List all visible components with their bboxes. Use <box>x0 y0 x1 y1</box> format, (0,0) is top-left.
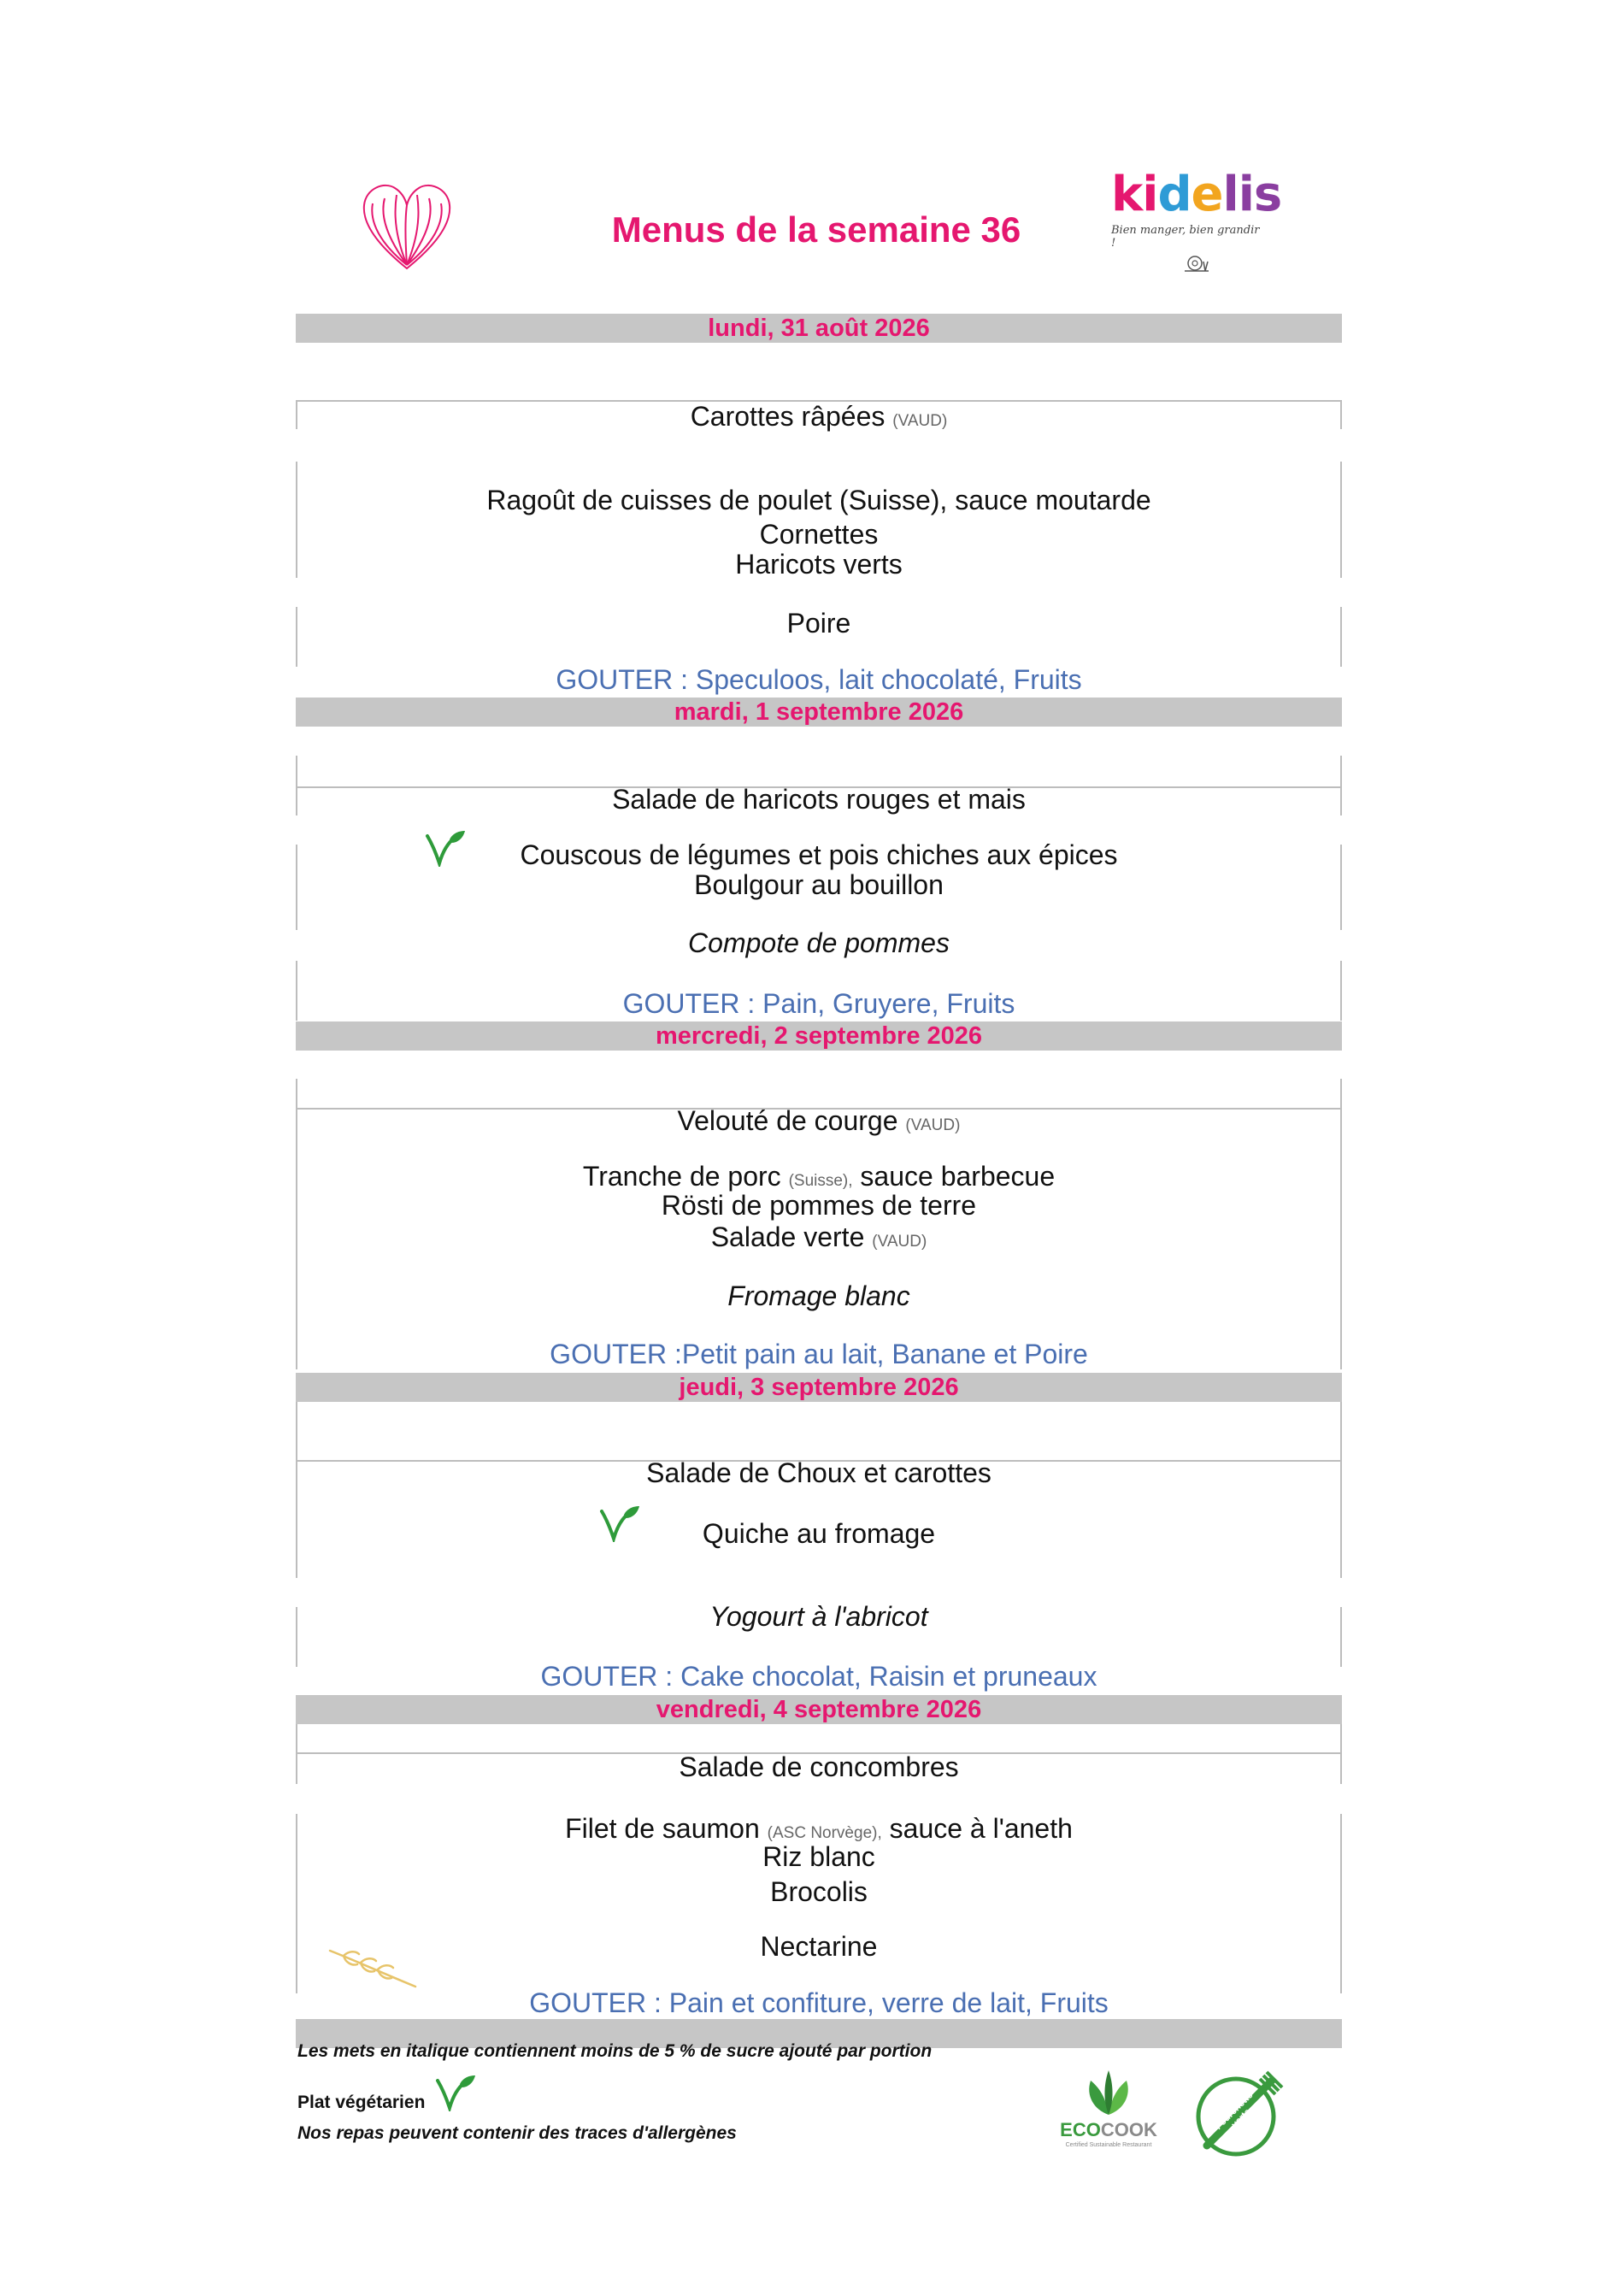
kidelis-tagline: Bien manger, bien grandir ! <box>1111 224 1260 250</box>
gouter-line: GOUTER :Petit pain au lait, Banane et Poire <box>550 1339 1088 1369</box>
side-dish: Haricots verts <box>735 549 903 580</box>
dessert: Nectarine <box>760 1931 878 1962</box>
ecocook-eco: ECO <box>1060 2119 1101 2140</box>
frame-line <box>1340 1402 1342 1578</box>
gouter-line: GOUTER : Pain et confiture, verre de lait, Fruits <box>529 1987 1109 2018</box>
kidelis-logo <box>1111 167 1282 274</box>
starter: Velouté de courge (VAUD) <box>677 1105 961 1136</box>
ecocook-logo <box>1053 2069 1164 2163</box>
side-dish: Brocolis <box>770 1876 868 1907</box>
ecocook-sub: Certified Sustainable Restaurant <box>1065 2142 1152 2148</box>
kidelis-letter-e: e <box>1191 167 1223 222</box>
gouter-line: GOUTER : Pain, Gruyere, Fruits <box>622 988 1015 1019</box>
day-header-monday: lundi, 31 août 2026 <box>296 314 1342 343</box>
side-dish: Boulgour au bouillon <box>694 869 944 900</box>
dessert: Compote de pommes <box>688 927 950 958</box>
fourchette-verte-logo <box>1190 2067 1286 2163</box>
vegetarian-leaf-icon <box>434 2074 477 2111</box>
origin-note: (VAUD) <box>905 1116 961 1134</box>
page-title: Menus de la semaine 36 <box>611 209 1021 250</box>
main-dish: Quiche au fromage <box>702 1518 936 1549</box>
dessert: Yogourt à l'abricot <box>709 1601 928 1632</box>
dessert: Poire <box>786 608 851 639</box>
gouter-line: GOUTER : Cake chocolat, Raisin et pruneaux <box>540 1661 1097 1692</box>
side-dish: Cornettes <box>759 519 879 550</box>
side-dish: Riz blanc <box>762 1841 875 1872</box>
side-dish: Salade verte (VAUD) <box>710 1222 927 1252</box>
allergen-note: Nos repas peuvent contenir des traces d'allergènes <box>297 2123 737 2143</box>
fourchette-text: Fourchette verte <box>1213 2090 1256 2132</box>
starter: Salade de concombres <box>679 1751 959 1782</box>
frame-line <box>296 1402 297 1578</box>
kidelis-letters-ki: ki <box>1111 167 1158 222</box>
kidelis-letters-lis: lis <box>1222 167 1282 222</box>
day-header-tuesday: mardi, 1 septembre 2026 <box>296 698 1342 727</box>
veg-legend-label: Plat végétarien <box>297 2093 426 2112</box>
frame-line <box>296 1079 297 1108</box>
day-header-thursday: jeudi, 3 septembre 2026 <box>296 1373 1342 1402</box>
main-dish: Tranche de porc (Suisse), sauce barbecue <box>582 1161 1056 1192</box>
origin-note: (ASC Norvège), <box>767 1824 882 1842</box>
origin-note: (VAUD) <box>872 1233 927 1251</box>
main-dish: Couscous de légumes et pois chiches aux épices <box>520 839 1118 870</box>
wheat-icon <box>327 1946 421 1992</box>
day-header-friday: vendredi, 4 septembre 2026 <box>296 1695 1342 1724</box>
dessert: Fromage blanc <box>727 1280 910 1311</box>
starter: Carottes râpées (VAUD) <box>690 401 948 432</box>
snail-icon <box>1180 250 1214 275</box>
ecocook-leaf-icon <box>1079 2069 1139 2116</box>
origin-note: (VAUD) <box>892 412 948 430</box>
gouter-line: GOUTER : Speculoos, lait chocolaté, Fruits <box>556 664 1082 695</box>
main-dish: Ragoût de cuisses de poulet (Suisse), sauce moutarde <box>486 485 1151 515</box>
side-dish: Rösti de pommes de terre <box>661 1190 977 1221</box>
day-header-wednesday: mercredi, 2 septembre 2026 <box>296 1021 1342 1051</box>
starter: Salade de haricots rouges et mais <box>612 784 1026 815</box>
sugar-note: Les mets en italique contiennent moins de 5 % de sucre ajouté par portion <box>297 2041 933 2061</box>
origin-note: (Suisse), <box>788 1172 853 1190</box>
starter: Salade de Choux et carottes <box>646 1457 991 1488</box>
ecocook-cook: COOK <box>1100 2119 1157 2140</box>
frame-line <box>1340 1079 1342 1108</box>
kidelis-letter-d: d <box>1157 167 1192 222</box>
main-dish: Filet de saumon (ASC Norvège), sauce à l'aneth <box>565 1813 1073 1844</box>
